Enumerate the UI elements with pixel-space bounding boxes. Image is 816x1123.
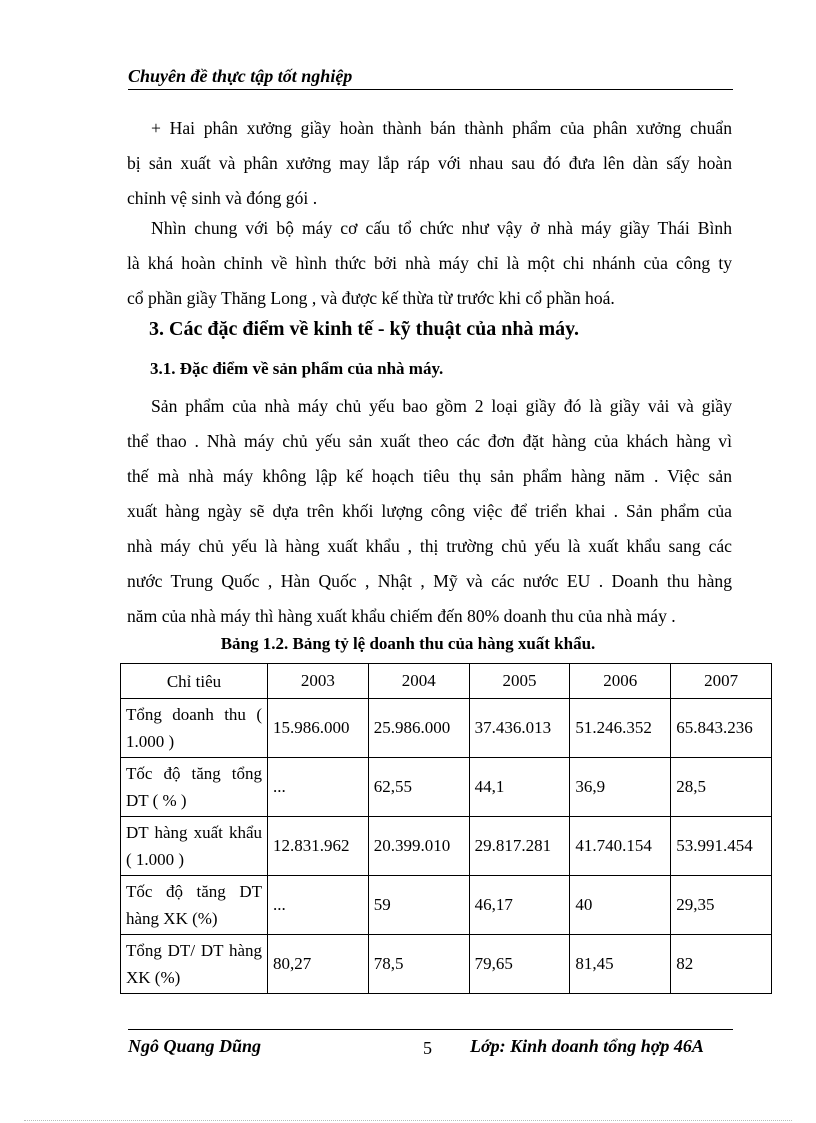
table-cell: 44,1 (469, 758, 570, 817)
header-cell: Chỉ tiêu (121, 664, 268, 699)
page-header: Chuyên đề thực tập tốt nghiệp (128, 66, 733, 90)
table-cell: 40 (570, 876, 671, 935)
paragraph-products (127, 389, 732, 634)
table-cell: 62,55 (368, 758, 469, 817)
table-cell: 36,9 (570, 758, 671, 817)
table-cell: 65.843.236 (671, 699, 772, 758)
header-cell: 2006 (570, 664, 671, 699)
table-cell: 29,35 (671, 876, 772, 935)
table-cell: ... (268, 758, 369, 817)
table-cell: ... (268, 876, 369, 935)
text-line: năm của nhà máy thì hàng xuất khẩu chiếm đến 80% doanh thu của nhà máy . (127, 606, 676, 626)
page-number: 5 (423, 1038, 432, 1058)
table-cell: 12.831.962 (268, 817, 369, 876)
table-cell: 78,5 (368, 935, 469, 994)
section-heading-3: 3. Các đặc điểm về kinh tế - kỹ thuật của nhà máy. (149, 318, 580, 340)
table-cell: 51.246.352 (570, 699, 671, 758)
header-cell: 2007 (671, 664, 772, 699)
header-cell: 2005 (469, 664, 570, 699)
text-line: Nhìn chung với bộ máy cơ cấu tổ chức như vậy ở nhà máy giầy Thái Bình (151, 218, 732, 238)
footer-divider (128, 1029, 733, 1030)
table-cell: 82 (671, 935, 772, 994)
table-row (121, 699, 772, 758)
paragraph-summary (127, 211, 732, 316)
text-line: là khá hoàn chỉnh về hình thức bởi nhà máy chỉ là một chi nhánh của công ty (127, 253, 732, 273)
text-line: xuất hàng ngày sẽ dựa trên khối lượng công việc để triển khai . Sản phẩm của (127, 501, 732, 521)
table-cell: 81,45 (570, 935, 671, 994)
table-cell: 15.986.000 (268, 699, 369, 758)
table-cell: 59 (368, 876, 469, 935)
table-caption: Bảng 1.2. Bảng tỷ lệ doanh thu của hàng xuất khẩu. (220, 634, 596, 653)
row-label: Tổng DT/ DT hàng XK (%) (121, 935, 268, 994)
row-label: Tốc độ tăng DT hàng XK (%) (121, 876, 268, 935)
table-cell: 79,65 (469, 935, 570, 994)
table-row (121, 758, 772, 817)
row-label: Tốc độ tăng tổng DT ( % ) (121, 758, 268, 817)
table-cell: 41.740.154 (570, 817, 671, 876)
row-label: DT hàng xuất khẩu ( 1.000 ) (121, 817, 268, 876)
table-cell: 37.436.013 (469, 699, 570, 758)
text-line: bị sản xuất và phân xưởng may lắp ráp với nhau sau đó đưa lên dàn sấy hoàn (127, 153, 732, 173)
text-line: thể thao . Nhà máy chủ yếu sản xuất theo các đơn đặt hàng của khách hàng vì (127, 431, 732, 451)
text-line: chỉnh vệ sinh và đóng gói . (127, 188, 318, 208)
table-cell: 25.986.000 (368, 699, 469, 758)
table-cell: 28,5 (671, 758, 772, 817)
table-row (121, 876, 772, 935)
text-line: + Hai phân xưởng giầy hoàn thành bán thành phẩm của phân xưởng chuẩn (151, 118, 732, 138)
footer-author: Ngô Quang Dũng (128, 1036, 262, 1056)
table-header-row (121, 664, 772, 699)
table-row (121, 817, 772, 876)
table-cell: 29.817.281 (469, 817, 570, 876)
revenue-table (120, 663, 772, 994)
header-cell: 2004 (368, 664, 469, 699)
section-heading-3-1: 3.1. Đặc điểm về sản phẩm của nhà máy. (150, 359, 444, 378)
text-line: nước Trung Quốc , Hàn Quốc , Nhật , Mỹ và các nước EU . Doanh thu hàng (127, 571, 732, 591)
paragraph-workshops (127, 111, 732, 216)
footer-class: Lớp: Kinh doanh tổng hợp 46A (470, 1036, 704, 1056)
page-edge-divider (24, 1120, 792, 1121)
text-line: thế mà nhà máy không lập kế hoạch tiêu thụ sản phẩm hàng năm . Việc sản (127, 466, 732, 486)
header-cell: 2003 (268, 664, 369, 699)
text-line: Sản phẩm của nhà máy chủ yếu bao gồm 2 loại giầy đó là giầy vải và giầy (151, 396, 732, 416)
table-cell: 53.991.454 (671, 817, 772, 876)
table-row (121, 935, 772, 994)
table-cell: 80,27 (268, 935, 369, 994)
text-line: cổ phần giầy Thăng Long , và được kế thừa từ trước khi cổ phần hoá. (127, 288, 615, 308)
table-cell: 20.399.010 (368, 817, 469, 876)
table-cell: 46,17 (469, 876, 570, 935)
text-line: nhà máy chủ yếu là hàng xuất khẩu , thị trường chủ yếu là xuất khẩu sang các (127, 536, 732, 556)
row-label: Tổng doanh thu ( 1.000 ) (121, 699, 268, 758)
